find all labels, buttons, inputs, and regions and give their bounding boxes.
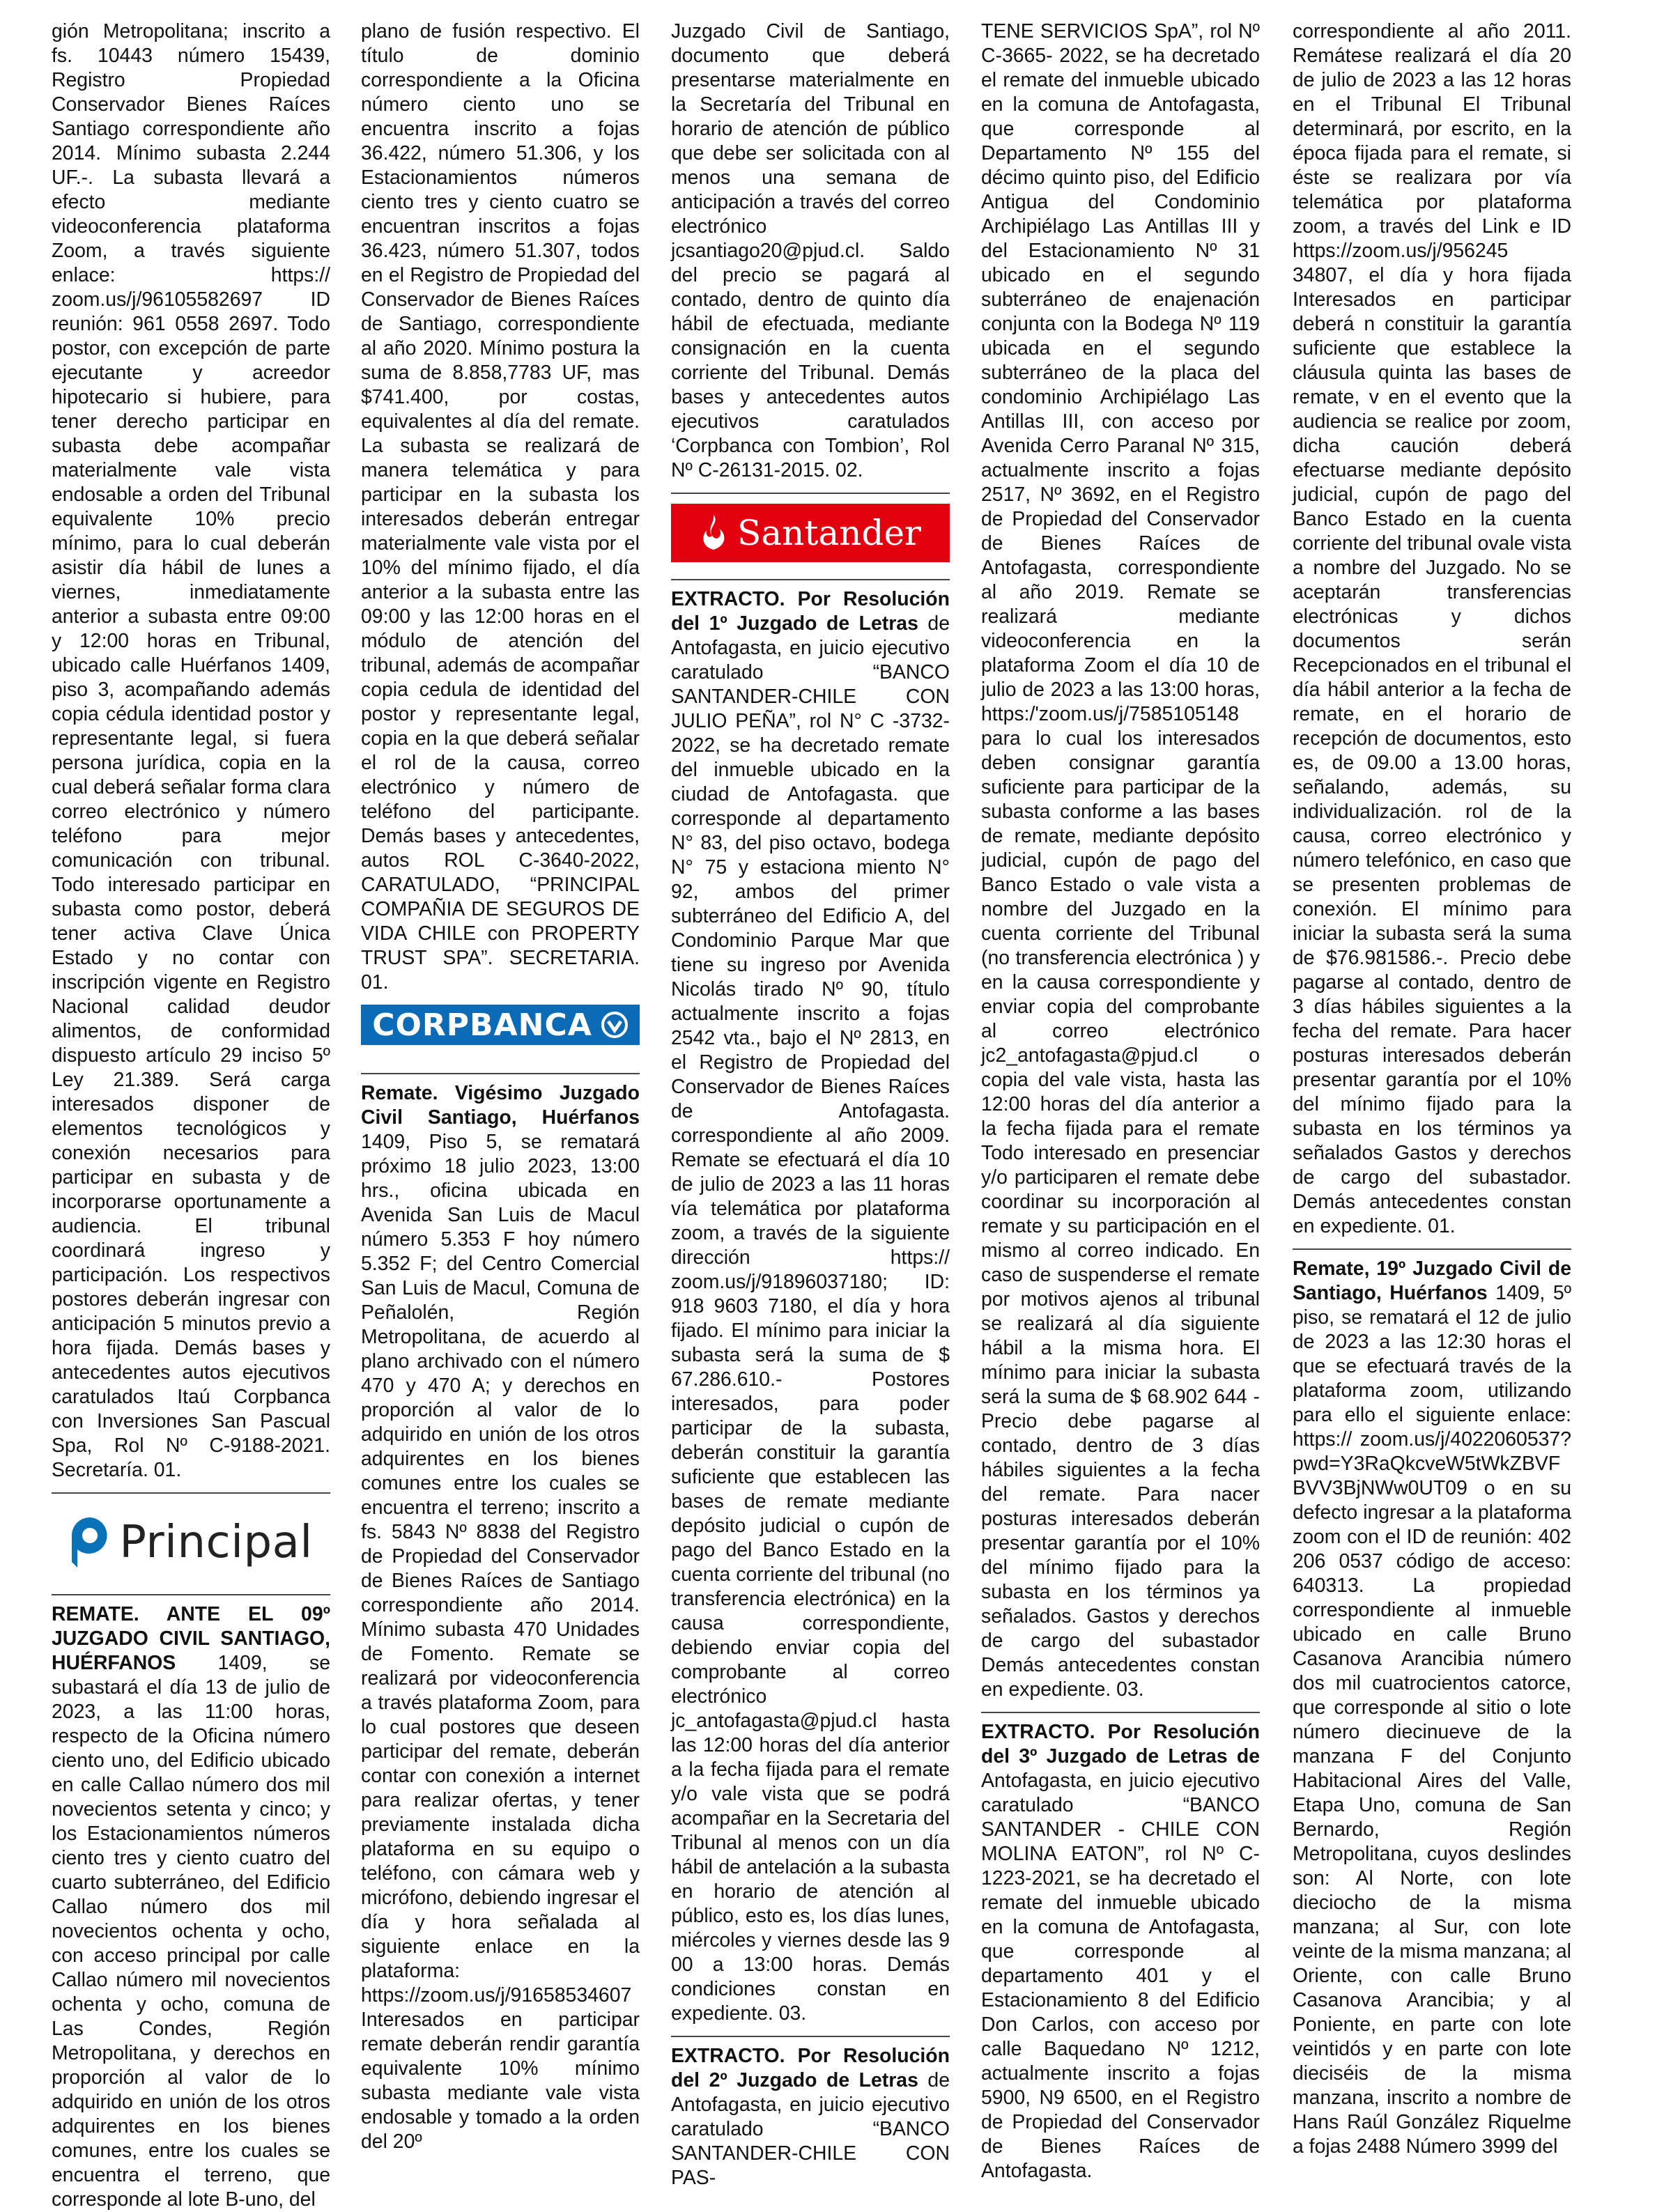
notice-text: gión Metropolitana; inscrito a fs. 10443 número 15439, Registro Propiedad Conservador Bienes Raíces Santiago correspondiente año 2014. Mínimo subasta 2.244 UF.-. La subasta llevará a efecto mediante videoconferencia plataforma Zoom, a través siguiente enlace: https:// zoom.us/j/96105582697 ID reunión: 961 0558 2697. Todo postor, con excepción de parte ejecutante y acreedor hipotecario si hubiere, para tener derecho participar en subasta debe acompañar materialmente vale vista endosable a orden del Tribunal equivalente 10% precio mínimo, para lo cual deberán asistir día hábil de lunes a viernes, inmediatamente anterior a subasta entre 09:00 y 12:00 horas en Tribunal, ubicado calle Huérfanos 1409, piso 3, acompañando además copia cédula identidad postor y representante legal, si fuera persona jurídica, copia en la cual deberá señalar forma clara correo electrónico y número teléfono para mejor comunicación con tribunal. Todo interesado participar en subasta como postor, deberá tener activa Clave Única Estado y no contar con inscripción vigente en Registro Nacional calidad deudor alimentos, de conformidad dispuesto artículo 29 inciso 5º Ley 21.389. Será carga interesados disponer de elementos tecnológicos y conexión necesarios para participar en subasta y de incorporarse oportunamente a audiencia. El tribunal coordinará ingreso y participación. Los respectivos postores deberán ingresar con anticipación 5 minutos previo a hora fijada. Demás bases y antecedentes autos ejecutivos caratulados Itaú Corpbanca con Inversiones San Pascual Spa, Rol Nº C-9188-2021. Secretaría. 01. (52, 20, 330, 1481)
divider (361, 1073, 640, 1074)
santander-logo (671, 504, 950, 562)
divider (671, 579, 950, 580)
notice-heading: Remate. Vigésimo Juzgado Civil Santiago, Huérfanos (361, 1082, 640, 1129)
notice-text: TENE SERVICIOS SpA”, rol Nº C-3665- 2022, se ha decretado el remate del inmueble ubicado en la comuna de Antofagasta, que corresponde al Departamento Nº 155 del décimo quinto piso, del Edificio Antigua del Condominio Archipiélago Las Antillas III y del Estacionamiento Nº 31 ubicado en el segundo subterráneo de enajenación conjunta con la Bodega Nº 119 ubicada en el segundo subterráneo de la placa del condominio Archipiélago Las Antillas III, con acceso por Avenida Cerro Paranal Nº 315, actualmente inscrito a fojas 2517, Nº 3692, en el Registro de Propiedad del Conservador de Bienes Raíces de Antofagasta, correspondiente al año 2019. Remate se realizará mediante videoconferencia en la plataforma Zoom el día 10 de julio de 2023 a las 13:00 horas, https:/'zoom.us/j/7585105148 para lo cual los interesados deben consignar garantía suficiente para participar de la subasta conforme a las bases de remate, mediante depósito judicial, cupón de pago del Banco Estado o vale vista a nombre del Juzgado en la cuenta corriente del Tribunal (no transferencia electrónica ) y en la causa correspondiente y enviar copia del comprobante al correo electrónico jc2_antofagasta@pjud.cl o copia del vale vista, hasta las 12:00 horas del día anterior a la fecha fijada para el remate Todo interesado en presenciar y/o participaren el remate debe coordinar su incorporación al remate y su participación en el mismo al correo indicado. En caso de suspenderse el remate por motivos ajenos al tribunal se realizará al día siguiente hábil a la misma hora. El mínimo para iniciar la subasta será la suma de $ 68.902 644 - Precio debe pagarse al contado, dentro de 3 días hábiles siguientes a la fecha del remate. Para nacer posturas interesados deberán presentar garantía por el 10% del mínimo fijado para la subasta en los términos ya señalados. Gastos y derechos de cargo del subastador Demás antecedentes constan en expediente. 03. (981, 20, 1260, 1701)
notice-text (981, 1720, 1260, 2183)
column-1 (52, 20, 330, 2212)
divider (52, 1594, 330, 1595)
notice-body: 1409, 5º piso, se rematará el 12 de julio de 2023 a las 12:30 horas el que se efectuará través de la plataforma zoom, utilizando para ello el siguiente enlace: https:// zoom.us/j/4022060537?pwd=Y3RaQkcveW5tWkZBVFBVV3BjNWw0UT09 o en su defecto ingresar a la plataforma zoom con el ID de reunión: 402 206 0537 código de acceso: 640313. La propiedad correspondiente al inmueble ubicado en calle Bruno Casanova Arancibia número dos mil cuatrocientos catorce, que corresponde al sitio o lote número diecinueve de la manzana F del Conjunto Habitacional Aires del Valle, Etapa Uno, comuna de San Bernardo, Región Metropolitana, cuyos deslindes son: Al Norte, con lote dieciocho de la misma manzana; al Sur, con lote veinte de la misma manzana; al Oriente, con calle Bruno Casanova Arancibia; y al Poniente, en parte con lote veintidós y en parte con lote dieciséis de la misma manzana, inscrito a nombre de Hans Raúl González Riquelme a fojas 2488 Número 3999 del (1293, 1282, 1572, 2158)
notice-text: Juzgado Civil de Santiago, documento que deberá presentarse materialmente en la Secretaría del Tribunal en horario de atención de público que debe ser solicitada con al menos una semana de anticipación a través del correo electrónico jcsantiago20@pjud.cl. Saldo del precio se pagará al contado, dentro de quinto día hábil de efectuada, mediante consignación en la cuenta corriente del Tribunal. Demás bases y antecedentes autos ejecutivos caratulados ‘Corpbanca con Tombion’, Rol Nº C-26131-2015. 02. (671, 20, 950, 481)
divider (1293, 1248, 1571, 1250)
notice-heading: EXTRACTO. Por Resolución del 1º Juzgado de Letras (671, 588, 950, 635)
divider (981, 1712, 1260, 1713)
principal-logo-icon (69, 1515, 111, 1570)
notice-heading: Remate, 19º Juzgado Civil de Santiago, Huérfanos (1293, 1258, 1571, 1304)
corpbanca-logo (361, 1005, 640, 1045)
notice-heading: EXTRACTO. Por Resolución del 3º Juzgado de Letras de (981, 1721, 1260, 1768)
column-5 (1293, 20, 1571, 2159)
notice-text (671, 587, 950, 2026)
notice-body: 1409, Piso 5, se rematará próximo 18 julio 2023, 13:00 hrs., oficina ubicada en Avenida San Luis de Macul número 5.353 F hoy número 5.352 F; del Centro Comercial San Luis de Macul, Comuna de Peñalolén, Región Metropolitana, de acuerdo al plano archivado con el número 470 y 470 A; y derechos en proporción al valor de lo adquirido en unión de los otros adquirentes en los bienes comunes entre los cuales se encuentra el terreno; inscrito a fs. 5843 Nº 8838 del Registro de Propiedad del Conservador de Bienes Raíces de Santiago correspondiente año 2014. Mínimo subasta 470 Unidades de Fomento. Remate se realizará por videoconferencia a través plataforma Zoom, para lo cual postores que deseen participar del remate, deberán contar con conexión a internet para realizar ofertas, y tener previamente instalada dicha plataforma en su equipo o teléfono, con cámara web y micrófono, debiendo ingresar el día y hora señalada al siguiente enlace en la plataforma: https://zoom.us/j/91658534607 Interesados en participar remate deberán rendir garantía equivalente 10% mínimo subasta mediante vale vista endosable y tomado a la orden del 20º (361, 1131, 640, 2153)
notice-body: de Antofagasta, en juicio ejecutivo caratulado “BANCO SANTANDER-CHILE CON PAS- (671, 2069, 950, 2189)
notice-text: plano de fusión respectivo. El título de dominio correspondiente a la Oficina número ciento uno se encuentra inscrito a fojas 36.422, número 51.306, y los Estacionamientos números ciento tres y ciento cuatro se encuentran inscritos a fojas 36.423, número 51.307, todos en el Registro de Propiedad del Conservador de Bienes Raíces de Santiago, correspondiente al año 2020. Mínimo postura la suma de 8.858,7783 UF, mas $741.400, por costas, equivalentes al día del remate. La subasta se realizará de manera telemática y para participar en la subasta los interesados deberán entregar materialmente vale vista por el 10% del mínimo fijado, el día anterior a la subasta entre las 09:00 y las 12:00 horas en el módulo de atención del tribunal, además de acompañar copia cedula de identidad del postor y representante legal, copia en la que deberá señalar el rol de la causa, correo electrónico y número de teléfono del participante. Demás bases y antecedentes, autos ROL C-3640-2022, CARATULADO, “PRINCIPAL COMPAÑIA DE SEGUROS DE VIDA CHILE con PROPERTY TRUST SPA”. SECRETARIA. 01. (361, 20, 640, 993)
notice-heading: REMATE. ANTE EL 09º JUZGADO CIVIL SANTIAGO, HUÉRFANOS (52, 1603, 330, 1674)
divider (671, 493, 950, 494)
column-4 (981, 20, 1260, 2183)
principal-logo (52, 1501, 330, 1584)
notice-body: Antofagasta, en juicio ejecutivo caratulado “BANCO SANTANDER - CHILE CON MOLINA EATON”, rol Nº C-1223-2021, se ha decretado el remate del inmueble ubicado en la comuna de Antofagasta, que corresponde al departamento 401 y el Estacionamiento 8 del Edificio Don Carlos, con acceso por calle Baquedano Nº 1212, actualmente inscrito a fojas 5900, N9 6500, en el Registro de Propiedad del Conservador de Bienes Raíces de Antofagasta. (981, 1770, 1260, 2182)
notice-text (52, 1602, 330, 2212)
notice-text (1293, 1257, 1571, 2159)
notice-body: de Antofagasta, en juicio ejecutivo caratulado “BANCO SANTANDER-CHILE CON JULIO PEÑA”, rol N° C -3732-2022, se ha decretado remate del inmueble ubicado en la ciudad de Antofagasta. que corresponde al departamento N° 83, del piso octavo, bodega N° 75 y estaciona miento N° 92, ambos del primer subterráneo del Edificio A, del Condominio Parque Mar que tiene su ingreso por Avenida Nicolás tirado Nº 90, título actualmente inscrito a fojas 2542 vta., bajo el Nº 2813, en el Registro de Propiedad del Conservador de Bienes Raíces de Antofagasta. correspondiente al año 2009. Remate se efectuará el día 10 de julio de 2023 a las 11 horas vía telemática por plataforma zoom, a través de la siguiente dirección https:// zoom.us/j/91896037180; ID: 918 9603 7180, el día y hora fijado. El mínimo para iniciar la subasta será la suma de $ 67.286.610.- Postores interesados, para poder participar de la subasta, deberán constituir la garantía suficiente que establecen las bases de remate mediante depósito judicial o cupón de pago del Banco Estado en la cuenta corriente del tribunal (no transferencia electrónica) en la causa correspondiente, debiendo enviar copia del comprobante al correo electrónico jc_antofagasta@pjud.cl hasta las 12:00 horas del día anterior a la fecha fijada para el remate y/o vale vista que se podrá acompañar en la Secretaria del Tribunal al menos con un día hábil de antelación a la subasta en horario de atención al público, esto es, los días lunes, miércoles y viernes desde las 9 00 a 13:00 horas. Demás condiciones constan en expediente. 03. (671, 612, 950, 2025)
notice-body: 1409, se subastará el día 13 de julio de 2023, a las 11:00 horas, respecto de la Oficina número ciento uno, del Edificio ubicado en calle Callao número dos mil novecientos setenta y cinco; y los Estacionamientos números ciento tres y ciento cuatro del cuarto subterráneo, del Edificio Callao número dos mil novecientos ochenta y ocho, con acceso principal por calle Callao número mil novecientos ochenta y ocho, comuna de Las Condes, Región Metropolitana, y derechos en proporción al valor de lo adquirido en unión de los otros adquirentes en los bienes comunes, entre los cuales se encuentra el terreno, que corresponde al lote B-uno, del (52, 1652, 330, 2211)
column-3 (671, 20, 950, 2190)
divider (671, 2036, 950, 2037)
notice-text (361, 1081, 640, 2154)
principal-logo-text: Principal (119, 1516, 313, 1568)
divider (52, 1492, 330, 1494)
corpbanca-logo-icon (601, 1011, 629, 1039)
notice-heading: EXTRACTO. Por Resolución del 2º Juzgado de Letras (671, 2045, 950, 2091)
santander-flame-icon (700, 513, 727, 552)
notice-text (671, 2044, 950, 2190)
notice-text: correspondiente al año 2011. Remátese realizará el día 20 de julio de 2023 a las 12 horas en el Tribunal El Tribunal determinará, por escrito, en la época fijada para el remate, si éste se realizara por vía telemática por plataforma zoom, a través del Link e ID https://zoom.us/j/956245 34807, el día y hora fijada Interesados en participar deberá n constituir la garantía suficiente que establece la cláusula quinta las bases de remate, v en el evento que la audiencia se realice por zoom, dicha caución deberá efectuarse mediante depósito judicial, cupón de pago del Banco Estado en la cuenta corriente del tribunal ovale vista a nombre del Juzgado. No se aceptarán transferencias electrónicas y dichos documentos serán Recepcionados en el tribunal el día hábil anterior a la fecha de remate, en el horario de recepción de documentos, esto es, de 09.00 a 13.00 horas, señalando, además, su individualización. rol de la causa, correo electrónico y número telefónico, en caso que se presenten problemas de conexión. El mínimo para iniciar la subasta será la suma de $76.981586.-. Precio debe pagarse al contado, dentro de 3 días hábiles siguientes a la fecha del remate. Para hacer posturas interesados deberán presentar garantía por el 10% del mínimo fijado para la subasta en los términos ya señalados Gastos y derechos de cargo del subastador. Demás antecedentes constan en expediente. 01. (1293, 20, 1571, 1237)
column-2 (361, 20, 640, 2154)
corpbanca-logo-text: CORPBANCA (372, 1007, 592, 1043)
santander-logo-text: Santander (737, 512, 921, 553)
